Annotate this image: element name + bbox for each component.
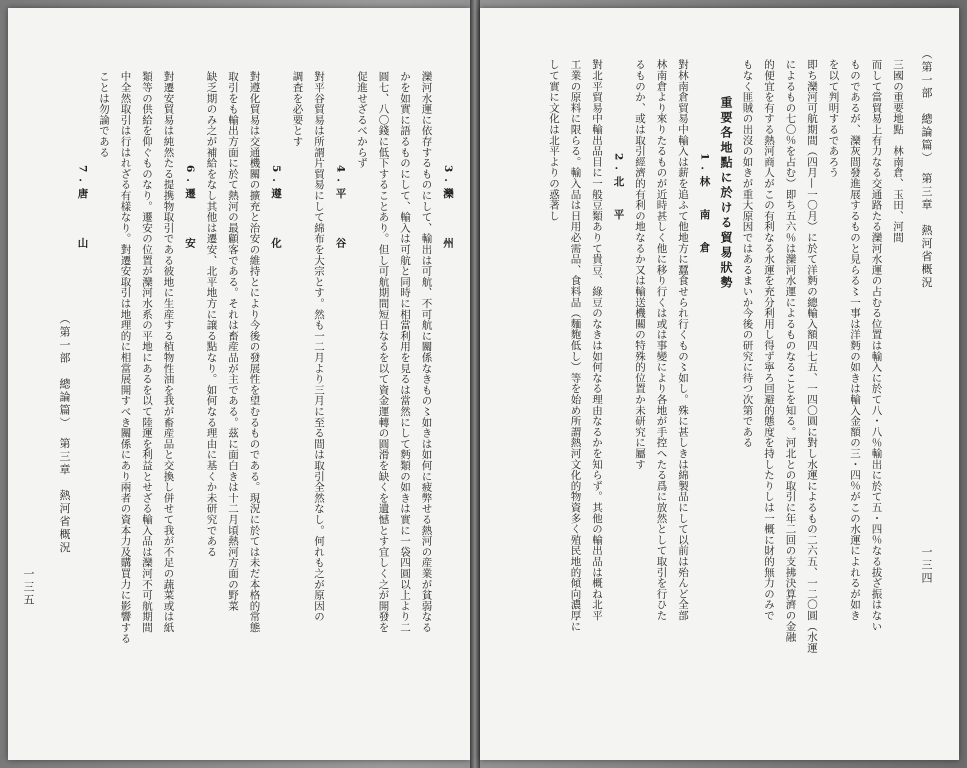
left-page [8,8,470,760]
left-text-line: 中全然取引は行はれざる有樣なり。對遷安取引は地理的に相當展開すべき關係にあり兩者の資本力及購買力に影響する [119,70,132,643]
right-text-line: 對林南倉貿易中輸入は薪を追ふて他地方に蠶食せられ行くもの〻如し。殊に甚しきは綿製品にして以前は殆んど全部 [677,58,689,621]
page-header-left: （第一部 總論篇） 第三章 熱河省概況 [58,313,71,555]
left-text-line: 調査を必要とす [291,70,304,147]
left-text-line: かを如實に語るものにして、輸入は可航と同時に相當利用を見るは當然にして麪類の如きは實に一袋四圓以上より二 [399,70,411,633]
right-text-line: ものであるが、灤灰間發進展するものと見らる〻一事は洋麪の如きは輸入金額の三・四％がこの水運によれるが如き [849,58,861,621]
left-subheading: 7.唐 山 [76,165,89,254]
right-text-line: によるもの七〇％を占む）即ち五六％は灤河水運によるものなることを知る。河北との取引に年二回の支拂決算濟の金融 [784,58,797,642]
right-text-line: 對北平貿易中輸出品目に一般豆類ありて貴豆、綠豆のなきは如何なる理由なるかを知らず。其他の輸出品は概ね北平 [591,58,603,621]
page-number-right: 一三四 [920,546,933,585]
right-subheading: 1.林 南 倉 [698,153,711,259]
left-text-line: 缺乏期のみ之が補給をなし其他は遷安、北平地方に譲る點なり。如何なる理由に基くか未研究である [205,70,218,557]
left-subheading: 6.遷 安 [184,165,196,254]
right-text-line: 的便宜を有する熱河商人がこの有利なる水運を充分利用し得ず寧ろ回避的態度を持したりしは一概に財的無力のみで [763,58,775,621]
right-text-line: もなく匪賊の出沒の如きが重大原因ではあるまいか今後の研究に待つ次第である [741,58,754,448]
left-subheading: 4.平 谷 [334,165,347,254]
left-text-line: 圓七、八〇錢に低下することあり。但し可航期間短日なるを以て資金運轉の圓滑を缺くを遺憾とす宜しく之が開發を [377,70,390,633]
page-header-right: （第一部 總論篇） 第三章 熱河省概況 [920,48,933,290]
right-page [480,8,959,760]
right-text-line: 工業の原料に限らる。輸入品は日用必需品、食料品（麵麭低し）等を始め所謂熱河文化的物資多く殖民地的傾向濃厚に [569,58,582,631]
left-text-line: ことは勿論である [98,70,110,157]
left-text-line: 促進せざるべからず [356,70,368,168]
right-text-line: 林南倉より來りたるものが近時甚しく他に移り行くは或は事變により各地が手控へたる爲に放然として取引を行ひた [655,58,668,621]
left-text-line: 對遵化貿易は交通機關の擴充と治安の維持とにより今後の發展性を望むるものである。現況に於ては未だ本格的常態 [248,70,261,633]
left-text-line: 灤河水運に依存するものにして、輸出は可航、不可航に關係なきもの〻如きは如何に疲弊せる熱河の産業が貧弱なる [420,70,433,633]
left-text-line: 對遷安貿易は純然たる提携物取引である彼地に生産する植物性油を我が畜産品と交換し併せて我が不足の蔬菜或は紙 [162,70,175,633]
right-body-text [512,48,908,708]
right-text-line: して實に文化は北平よりの惑著し [548,58,560,221]
right-section-title: 重要各地點に於ける貿易狀勢 [719,96,733,291]
left-text-line: 類等の供給を仰ぐものなり。遷安の位置が灤河水系の平地にあるを以て陸運を利益とせざる輸入品は灤河不可航期間 [141,70,153,633]
left-text-line: 取引をも輸出方面に於て熱河の最顧客である。それは畜産品が主である。茲に面白きは十二月頃熱河方面の野菜 [227,70,239,611]
left-text-line: 對平谷貿易は所謂片貿易にして綿布を大宗とす。然も一二月より三月に至る間は取引全然なし。何れも之が原因の [313,70,325,622]
right-text-line: 即ち灤河可航期間（四月—一〇月）に於て洋麪の總輸入額四七五、一四〇圓に對し水運によるもの二六五、一二〇圓（水運 [806,58,818,653]
right-text-line: を以て判明するであろう [827,58,840,178]
right-text-line: るものか、或は取引經濟的有利の地なるか又は輸送機關の特殊的位置か未研究に屬す [634,58,646,469]
right-text-line: 而して當貿易上有力なる交通路たる灤河水運の占むる位置は輸入に於て八・八％輸出に於て五・四％なる拔ざ振はない [870,58,883,631]
page-number-left: 一三五 [22,568,35,607]
right-subheading: 2.北 平 [612,153,625,226]
right-text-line: 三國の重要地點 林南倉、玉田、河間 [892,58,904,243]
book-gutter [470,0,480,768]
left-subheading: 3.灤 州 [442,165,454,254]
left-subheading: 5.遵 化 [270,165,282,254]
left-body-text [48,60,458,720]
